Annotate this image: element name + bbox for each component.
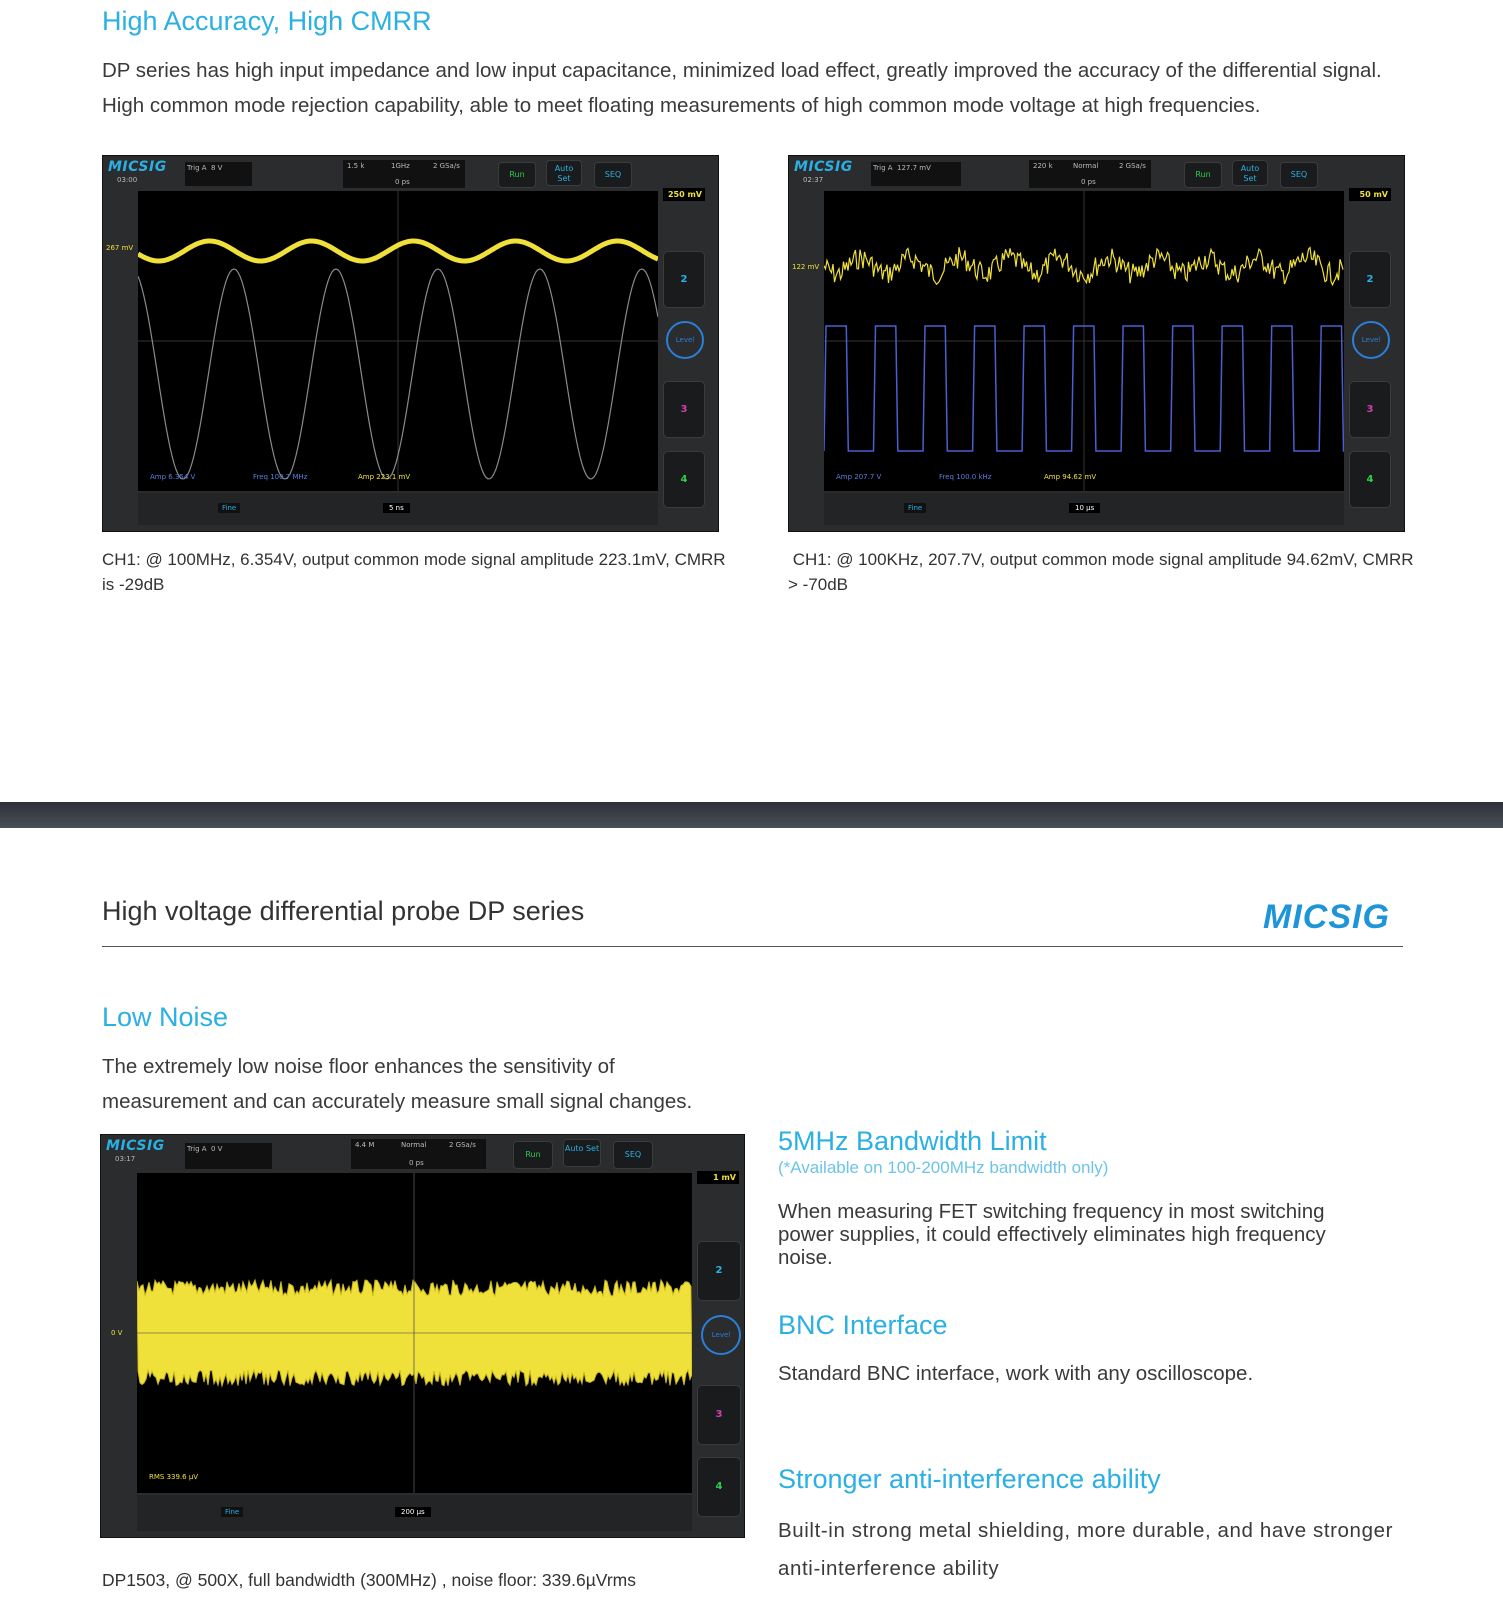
- timebase-readout[interactable]: 5 ns: [383, 503, 410, 513]
- measurement-freq: Freq 100.7 MHz: [253, 473, 308, 481]
- trigger-panel[interactable]: [185, 162, 252, 186]
- trigger-panel[interactable]: [185, 1143, 272, 1169]
- caption-cmrr-100khz: CH1: @ 100KHz, 207.7V, output common mode signal amplitude 94.62mV, CMRR > -70dB: [788, 550, 1419, 594]
- channel-4-button[interactable]: 4: [1349, 451, 1391, 508]
- sample-rate: 2 GSa/s: [1119, 162, 1146, 170]
- timebase-readout[interactable]: 10 µs: [1069, 503, 1100, 513]
- waveform-display[interactable]: [138, 191, 658, 491]
- feature-text-bnc: Standard BNC interface, work with any oscilloscope.: [778, 1362, 1254, 1385]
- channel-2-button[interactable]: 2: [1349, 251, 1391, 308]
- acquisition-panel[interactable]: [1029, 160, 1151, 188]
- sample-rate: 2 GSa/s: [449, 1141, 476, 1149]
- trigger-label: Trig A: [873, 164, 893, 172]
- time-offset: 0 ps: [1081, 178, 1096, 186]
- level-knob[interactable]: Level: [701, 1315, 741, 1355]
- section-divider: [0, 802, 1503, 828]
- vertical-scale[interactable]: 250 mV: [663, 188, 705, 201]
- bandwidth: 1GHz: [391, 162, 410, 170]
- memory-depth: 220 k: [1033, 162, 1053, 170]
- waveform-svg: [137, 1173, 692, 1493]
- fine-button[interactable]: Fine: [904, 503, 926, 513]
- feature-title-anti-interference: Stronger anti-interference ability: [778, 1464, 1161, 1494]
- time-offset: 0 ps: [409, 1159, 424, 1167]
- scope-logo: MICSIG: [108, 159, 167, 175]
- scope-logo: MICSIG: [794, 159, 853, 175]
- timebase-readout[interactable]: 200 µs: [395, 1507, 431, 1517]
- auto-set-button[interactable]: Auto Set: [1232, 160, 1268, 186]
- waveform-svg: [824, 191, 1344, 491]
- measurement-amp-ch2: Amp 6.354 V: [150, 473, 196, 481]
- vertical-scale[interactable]: 1 mV: [697, 1171, 739, 1184]
- feature-text-anti-interference: Built-in strong metal shielding, more durable, and have stronger anti-interference ability: [778, 1519, 1393, 1580]
- fine-button[interactable]: Fine: [221, 1507, 243, 1517]
- scope-logo: MICSIG: [106, 1138, 165, 1154]
- channel-3-button[interactable]: 3: [1349, 381, 1391, 438]
- channel-4-button[interactable]: 4: [697, 1457, 741, 1517]
- caption-cmrr-100mhz: CH1: @ 100MHz, 6.354V, output common mode signal amplitude 223.1mV, CMRR is -29dB: [102, 550, 726, 594]
- run-button[interactable]: Run: [498, 162, 536, 188]
- level-knob[interactable]: Level: [666, 321, 704, 359]
- measurement-freq: Freq 100.0 kHz: [939, 473, 992, 481]
- trigger-label: Trig A: [187, 1145, 207, 1153]
- memory-depth: 4.4 M: [355, 1141, 375, 1149]
- measurement-rms: RMS 339.6 µV: [149, 1473, 199, 1481]
- acquisition-panel[interactable]: [351, 1139, 486, 1169]
- seq-button[interactable]: SEQ: [613, 1141, 653, 1169]
- auto-set-button[interactable]: Auto Set: [563, 1139, 601, 1167]
- level-knob[interactable]: Level: [1352, 321, 1390, 359]
- scope-clock: 03:17: [115, 1155, 136, 1163]
- scope-screenshot-cmrr-100mhz: [102, 155, 719, 532]
- header-rule: [102, 946, 1403, 947]
- ch1-offset-label: 122 mV: [792, 263, 820, 271]
- seq-button[interactable]: SEQ: [1280, 162, 1318, 188]
- scope-screenshot-cmrr-100khz: [788, 155, 1405, 532]
- feature-title-bnc: BNC Interface: [778, 1310, 948, 1340]
- trigger-panel[interactable]: [871, 162, 961, 186]
- measurement-amp-ch1: Amp 223.1 mV: [358, 473, 411, 481]
- micsig-logo: MICSIG: [1263, 898, 1390, 936]
- trigger-level: 8 V: [210, 164, 223, 172]
- ch1-offset-label: 0 V: [111, 1329, 123, 1337]
- seq-button[interactable]: SEQ: [594, 162, 632, 188]
- trigger-level: 0 V: [210, 1145, 223, 1153]
- fine-button[interactable]: Fine: [218, 503, 240, 513]
- channel-2-button[interactable]: 2: [697, 1241, 741, 1301]
- measurement-amp-ch1: Amp 94.62 mV: [1044, 473, 1097, 481]
- acquisition-mode: Normal: [401, 1141, 427, 1149]
- bottom-toolbar: [138, 493, 658, 525]
- ch1-offset-label: 267 mV: [106, 244, 134, 252]
- trigger-label: Trig A: [187, 164, 207, 172]
- low-noise-paragraph: The extremely low noise floor enhances the sensitivity of measurement and can accurately measure small signal changes.: [102, 1055, 693, 1113]
- run-button[interactable]: Run: [513, 1141, 553, 1169]
- time-offset: 0 ps: [395, 178, 410, 186]
- memory-depth: 1.5 k: [347, 162, 365, 170]
- feature-subtitle-bandwidth-limit: (*Available on 100-200MHz bandwidth only): [778, 1158, 1109, 1177]
- vertical-scale[interactable]: 50 mV: [1349, 188, 1391, 201]
- measurement-amp-ch2: Amp 207.7 V: [836, 473, 882, 481]
- channel-3-button[interactable]: 3: [697, 1385, 741, 1445]
- waveform-display[interactable]: [824, 191, 1344, 491]
- acquisition-mode: Normal: [1073, 162, 1099, 170]
- caption-noise-floor: DP1503, @ 500X, full bandwidth (300MHz) , noise floor: 339.6µVrms: [102, 1570, 636, 1590]
- acquisition-panel[interactable]: [343, 160, 465, 188]
- waveform-display[interactable]: [137, 1173, 692, 1493]
- scope-clock: 03:00: [117, 176, 138, 184]
- accuracy-paragraph: DP series has high input impedance and low input capacitance, minimized load effect, greatly improved the accuracy of the differential signal. High common mode rejection capability, able to meet floating measurements of high common mode voltage at high frequencies.: [102, 59, 1382, 117]
- run-button[interactable]: Run: [1184, 162, 1222, 188]
- channel-3-button[interactable]: 3: [663, 381, 705, 438]
- bottom-toolbar: [824, 493, 1344, 525]
- feature-title-bandwidth-limit: 5MHz Bandwidth Limit: [778, 1126, 1047, 1156]
- auto-set-button[interactable]: Auto Set: [546, 160, 582, 186]
- bottom-toolbar: [137, 1495, 692, 1531]
- feature-text-bandwidth-limit: When measuring FET switching frequency in most switching power supplies, it could effectively eliminates high frequency noise.: [778, 1200, 1326, 1269]
- trigger-level: 127.7 mV: [896, 164, 931, 172]
- channel-4-button[interactable]: 4: [663, 451, 705, 508]
- scope-screenshot-noise-floor: [100, 1134, 745, 1538]
- waveform-svg: [138, 191, 658, 491]
- page-header-title: High voltage differential probe DP series: [102, 896, 585, 926]
- section-title-low-noise: Low Noise: [102, 1002, 229, 1032]
- scope-clock: 02:37: [803, 176, 824, 184]
- channel-2-button[interactable]: 2: [663, 251, 705, 308]
- sample-rate: 2 GSa/s: [433, 162, 460, 170]
- section-title-accuracy: High Accuracy, High CMRR: [102, 6, 432, 36]
